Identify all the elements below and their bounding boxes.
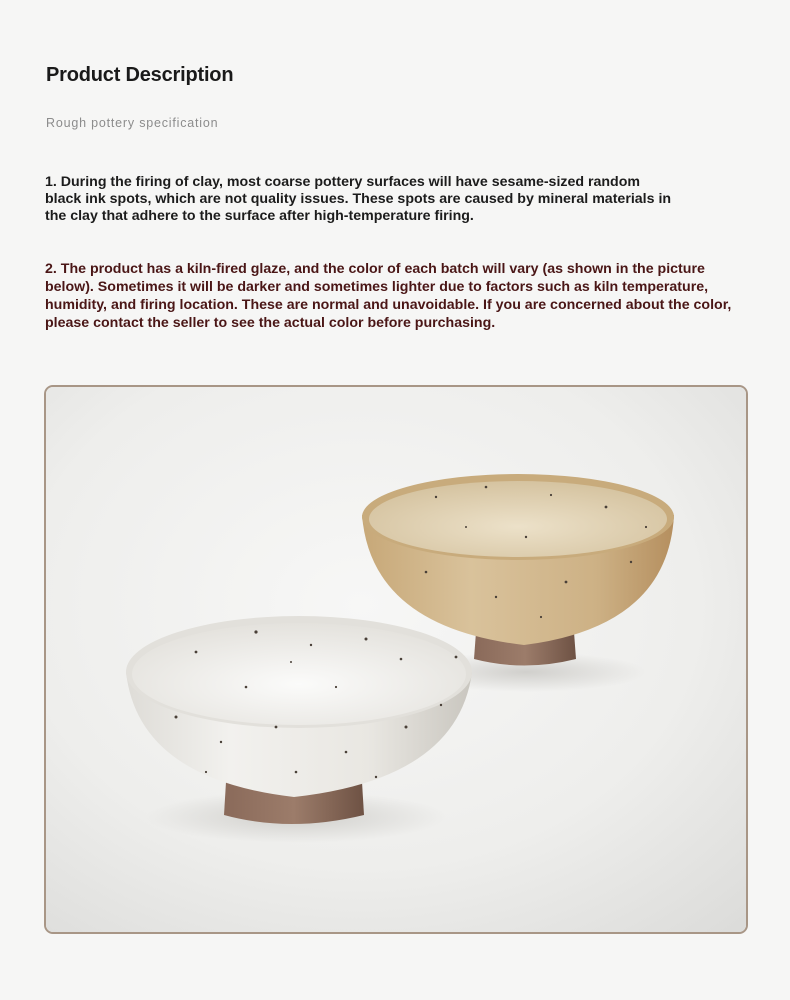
bowls-illustration [46,387,746,932]
section-subtitle: Rough pottery specification [46,116,219,130]
spec-paragraph-1: 1. During the firing of clay, most coarse pottery surfaces will have sesame-sized random black ink spots, which are not quality issues. These spots are caused by mineral materials in the clay that adhere to the surface after high-temperature firing. [45,174,672,224]
product-photo [44,385,748,934]
section-title: Product Description [46,64,234,86]
spec-paragraph-2: 2. The product has a kiln-fired glaze, and the color of each batch will vary (as shown in the picture below). Sometimes it will be darker and sometimes lighter due to factors such as kiln temperature, humidity, and firing location. These are normal and unavoidable. If you are concerned about the color, please contact the seller to see the actual color before purchasing. [45,261,732,331]
